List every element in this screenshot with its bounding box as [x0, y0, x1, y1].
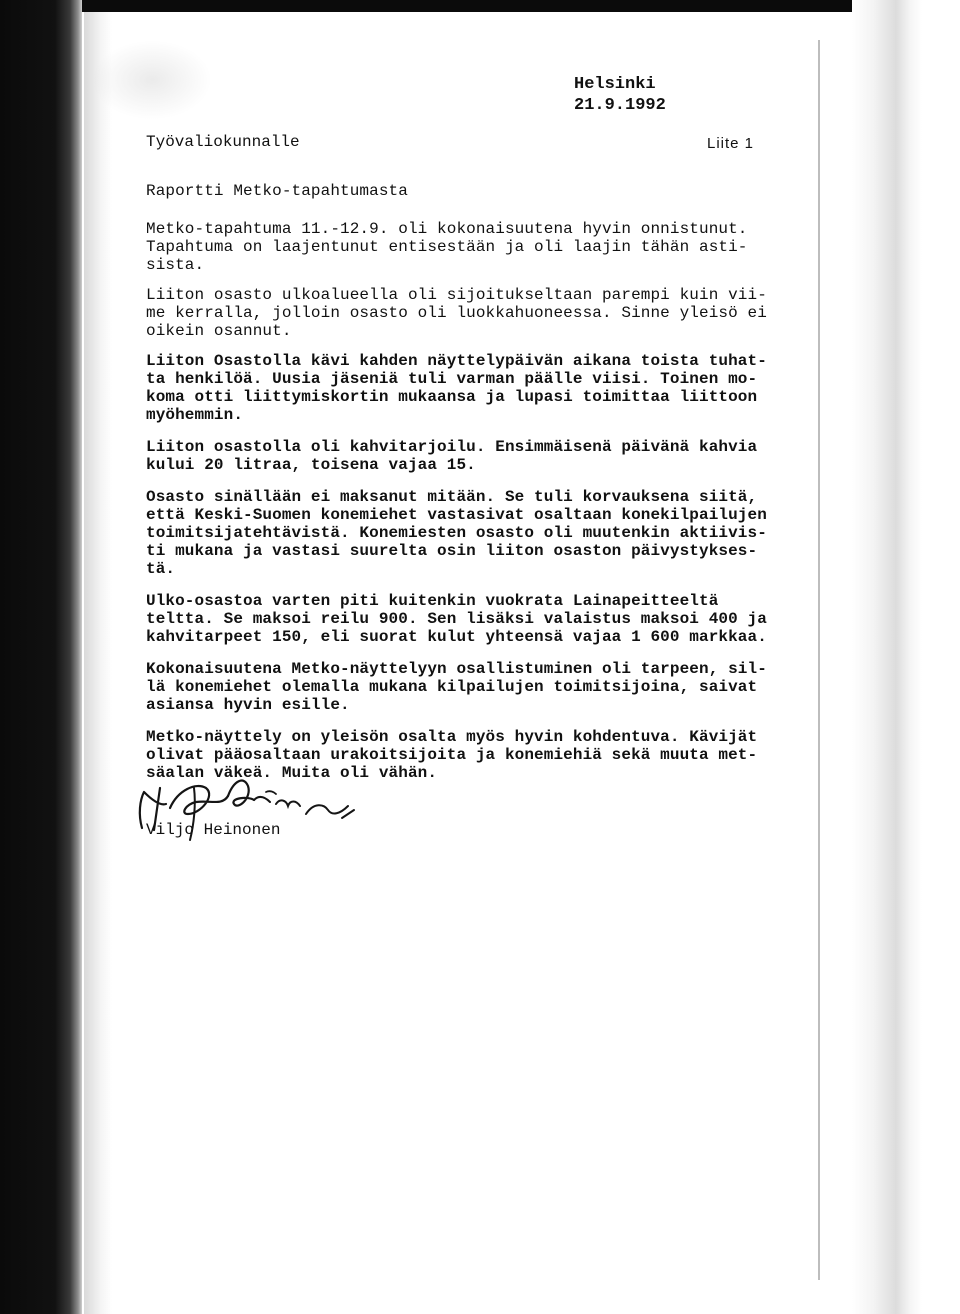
- document-title: Raportti Metko-tapahtumasta: [146, 182, 408, 200]
- paragraph-line: asiansa hyvin esille.: [146, 696, 350, 714]
- paragraph-line: Liiton osastolla oli kahvitarjoilu. Ensimmäisenä päivänä kahvia: [146, 438, 758, 456]
- page-edge-line: [818, 40, 820, 1280]
- attachment-label: Liite 1: [707, 135, 755, 152]
- paragraph-line: Liiton osasto ulkoalueella oli sijoitukseltaan parempi kuin vii-: [146, 286, 767, 304]
- paragraph-line: Tapahtuma on laajentunut entisestään ja oli laajin tähän asti-: [146, 238, 748, 256]
- recipient: Työvaliokunnalle: [146, 133, 300, 151]
- paragraph-line: ta henkilöä. Uusia jäseniä tuli varman päälle viisi. Toinen mo-: [146, 370, 758, 388]
- paragraph-line: myöhemmin.: [146, 406, 244, 424]
- paragraph-line: teltta. Se maksoi reilu 900. Sen lisäksi valaistus maksoi 400 ja: [146, 610, 767, 628]
- paragraph-line: kahvitarpeet 150, eli suorat kulut yhteensä vajaa 1 600 markkaa.: [146, 628, 767, 646]
- paragraph-line: olivat pääosaltaan urakoitsijoita ja konemiehiä sekä muuta met-: [146, 746, 758, 764]
- paragraph-line: tä.: [146, 560, 176, 578]
- paragraph-line: säalan väkeä. Muita oli vähän.: [146, 764, 438, 782]
- bleed-through-marks: [92, 40, 212, 120]
- paragraph-line: sista.: [146, 256, 205, 274]
- scan-border-right: [852, 0, 960, 1314]
- paragraph-line: Osasto sinällään ei maksanut mitään. Se tuli korvauksena siitä,: [146, 488, 758, 506]
- scan-border-top: [0, 0, 960, 12]
- paragraph-line: Metko-näyttely on yleisön osalta myös hyvin kohdentuva. Kävijät: [146, 728, 758, 746]
- scan-shadow-left: [84, 12, 112, 1314]
- paragraph-line: Liiton Osastolla kävi kahden näyttelypäivän aikana toista tuhat-: [146, 352, 767, 370]
- date: 21.9.1992: [574, 96, 666, 115]
- paragraph-line: toimitsijatehtävistä. Konemiesten osasto oli muutenkin aktiivis-: [146, 524, 767, 542]
- scan-border-left: [0, 0, 82, 1314]
- paragraph-line: että Keski-Suomen konemiehet vastasivat osaltaan konekilpailujen: [146, 506, 767, 524]
- signer-name: Viljo Heinonen: [146, 821, 281, 839]
- paragraph-line: kului 20 litraa, toisena vajaa 15.: [146, 456, 476, 474]
- paragraph-line: Kokonaisuutena Metko-näyttelyyn osallistuminen oli tarpeen, sil-: [146, 660, 767, 678]
- place: Helsinki: [574, 75, 656, 94]
- paragraph-line: ti mukana ja vastasi suurelta osin liiton osaston päivystykses-: [146, 542, 758, 560]
- paragraph-line: lä konemiehet olemalla mukana kilpailujen toimitsijoina, saivat: [146, 678, 758, 696]
- place-date-block: [574, 74, 666, 116]
- paragraph-line: Metko-tapahtuma 11.-12.9. oli kokonaisuutena hyvin onnistunut.: [146, 220, 748, 238]
- paragraph-line: Ulko-osastoa varten piti kuitenkin vuokrata Lainapeitteeltä: [146, 592, 719, 610]
- paragraph-line: me kerralla, jolloin osasto oli luokkahuoneessa. Sinne yleisö ei: [146, 304, 767, 322]
- paragraph-line: koma otti liittymiskortin mukaansa ja lupasi toimittaa liittoon: [146, 388, 758, 406]
- paragraph-line: oikein osannut.: [146, 322, 292, 340]
